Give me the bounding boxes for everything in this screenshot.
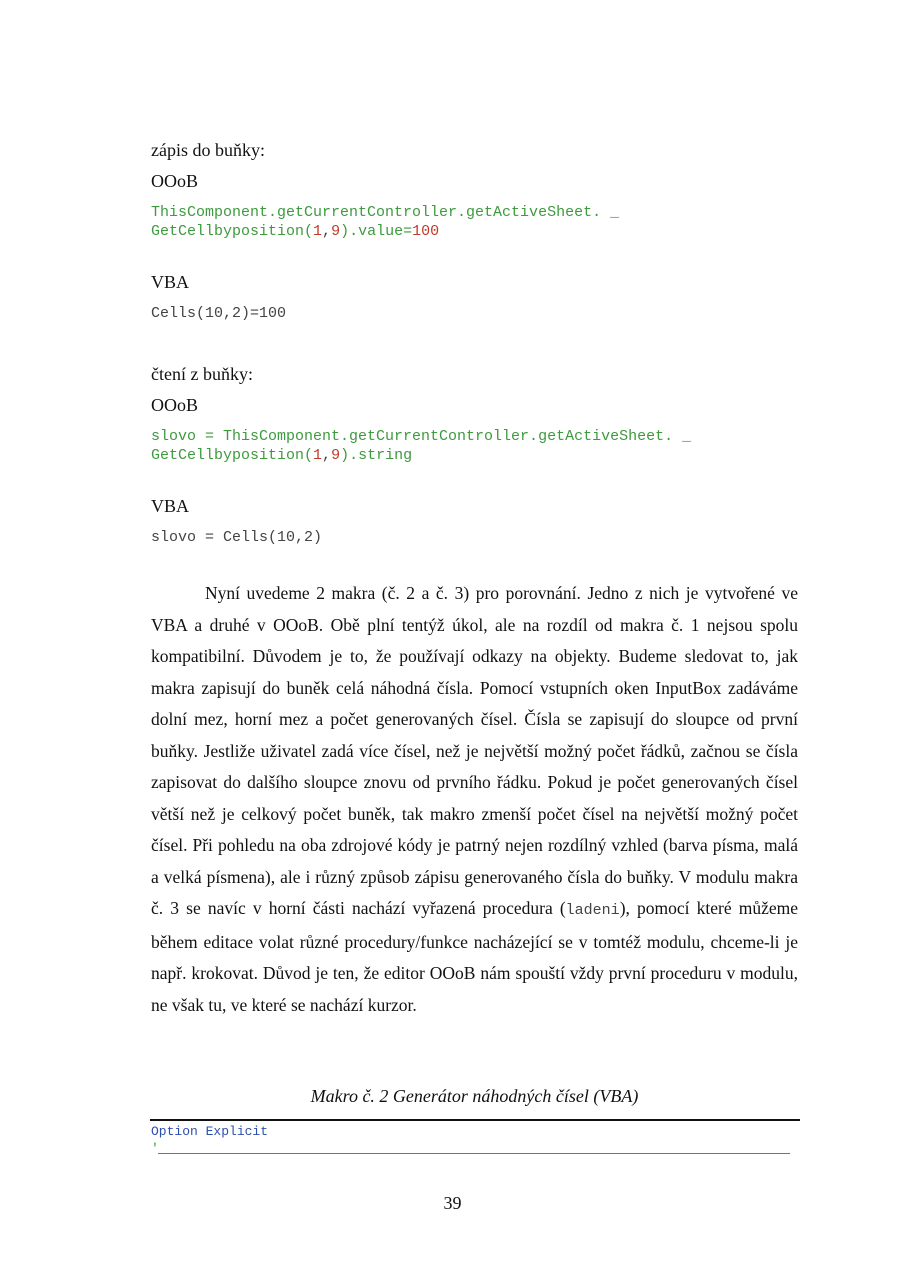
section-heading-read: čtení z buňky:	[151, 364, 253, 384]
code-text: ThisComponent.getCurrentController.getActiveSheet. _	[151, 204, 620, 221]
vba-code-line: slovo = Cells(10,2)	[151, 529, 323, 546]
oob-label: OOoB	[151, 395, 199, 415]
code-text: ).string	[340, 447, 413, 464]
code-punct: ,	[322, 223, 332, 240]
paragraph-part-2: ), pomocí které můžeme během editace volat různé procedury/funkce nacházející se v tomtéž modulu, chceme-li je např. krokovat. Důvod je ten, že editor OOoB nám spouští vždy první proceduru v modulu, ne však tu, ve které se nachází kurzor.	[151, 898, 798, 1015]
code-number: 1	[313, 223, 323, 240]
code-text: GetCellbyposition(	[151, 223, 314, 240]
paragraph-part-1: Nyní uvedeme 2 makra (č. 2 a č. 3) pro porovnání. Jedno z nich je vytvořené ve VBA a druhé v OOoB. Obě plní tentýž úkol, ale na rozdíl od makra č. 1 nejsou spolu kompatibilní. Důvodem je to, že používají odkazy na objekty. Budeme sledovat to, jak makra zapisují do buněk celá náhodná čísla. Pomocí vstupních oken InputBox zadáváme dolní mez, horní mez a počet generovaných čísel. Čísla se zapisují do sloupce od první buňky. Jestliže uživatel zadá více čísel, než je největší možný počet řádků, začnou se čísla zapisovat do dalšího sloupce znovu od prvního řádku. Pokud je počet generovaných čísel větší než je celkový počet buněk, tak makro zmenší počet čísel na největší možný počet čísel. Při pohledu na oba zdrojové kódy je patrný nejen rozdílný vzhled (barva písma, malá a velká písmena), ale i různý způsob zápisu generovaného čísla do buňky. V modulu makra č. 3 se navíc v horní části nachází vyřazená procedura (	[151, 583, 798, 918]
code-punct: ,	[322, 447, 332, 464]
vba-label: VBA	[151, 272, 190, 292]
body-paragraph	[151, 578, 798, 1021]
oob-label: OOoB	[151, 171, 199, 191]
oob-code-line-2	[151, 446, 412, 465]
listing-line-2: '	[151, 1141, 159, 1156]
oob-code-line-1	[151, 427, 691, 446]
code-number: 9	[331, 223, 341, 240]
code-text: GetCellbyposition(	[151, 447, 314, 464]
paragraph-text	[151, 578, 798, 1021]
caption-rule	[150, 1119, 800, 1121]
comment-separator-line	[158, 1153, 790, 1154]
vba-code-line: Cells(10,2)=100	[151, 305, 287, 322]
page-number: 39	[443, 1193, 462, 1213]
code-text: ).value=	[340, 223, 413, 240]
oob-code-line-1	[151, 203, 619, 222]
code-number: 1	[313, 447, 323, 464]
inline-code-ladeni: ladeni	[565, 902, 620, 919]
vba-label: VBA	[151, 496, 190, 516]
code-number: 100	[412, 223, 440, 240]
listing-caption: Makro č. 2 Generátor náhodných čísel (VBA)	[310, 1086, 639, 1106]
code-text: slovo = ThisComponent.getCurrentController.getActiveSheet. _	[151, 428, 692, 445]
section-heading-write: zápis do buňky:	[151, 140, 265, 160]
code-number: 9	[331, 447, 341, 464]
oob-code-line-2	[151, 222, 439, 241]
listing-line-1: Option Explicit	[151, 1124, 269, 1139]
